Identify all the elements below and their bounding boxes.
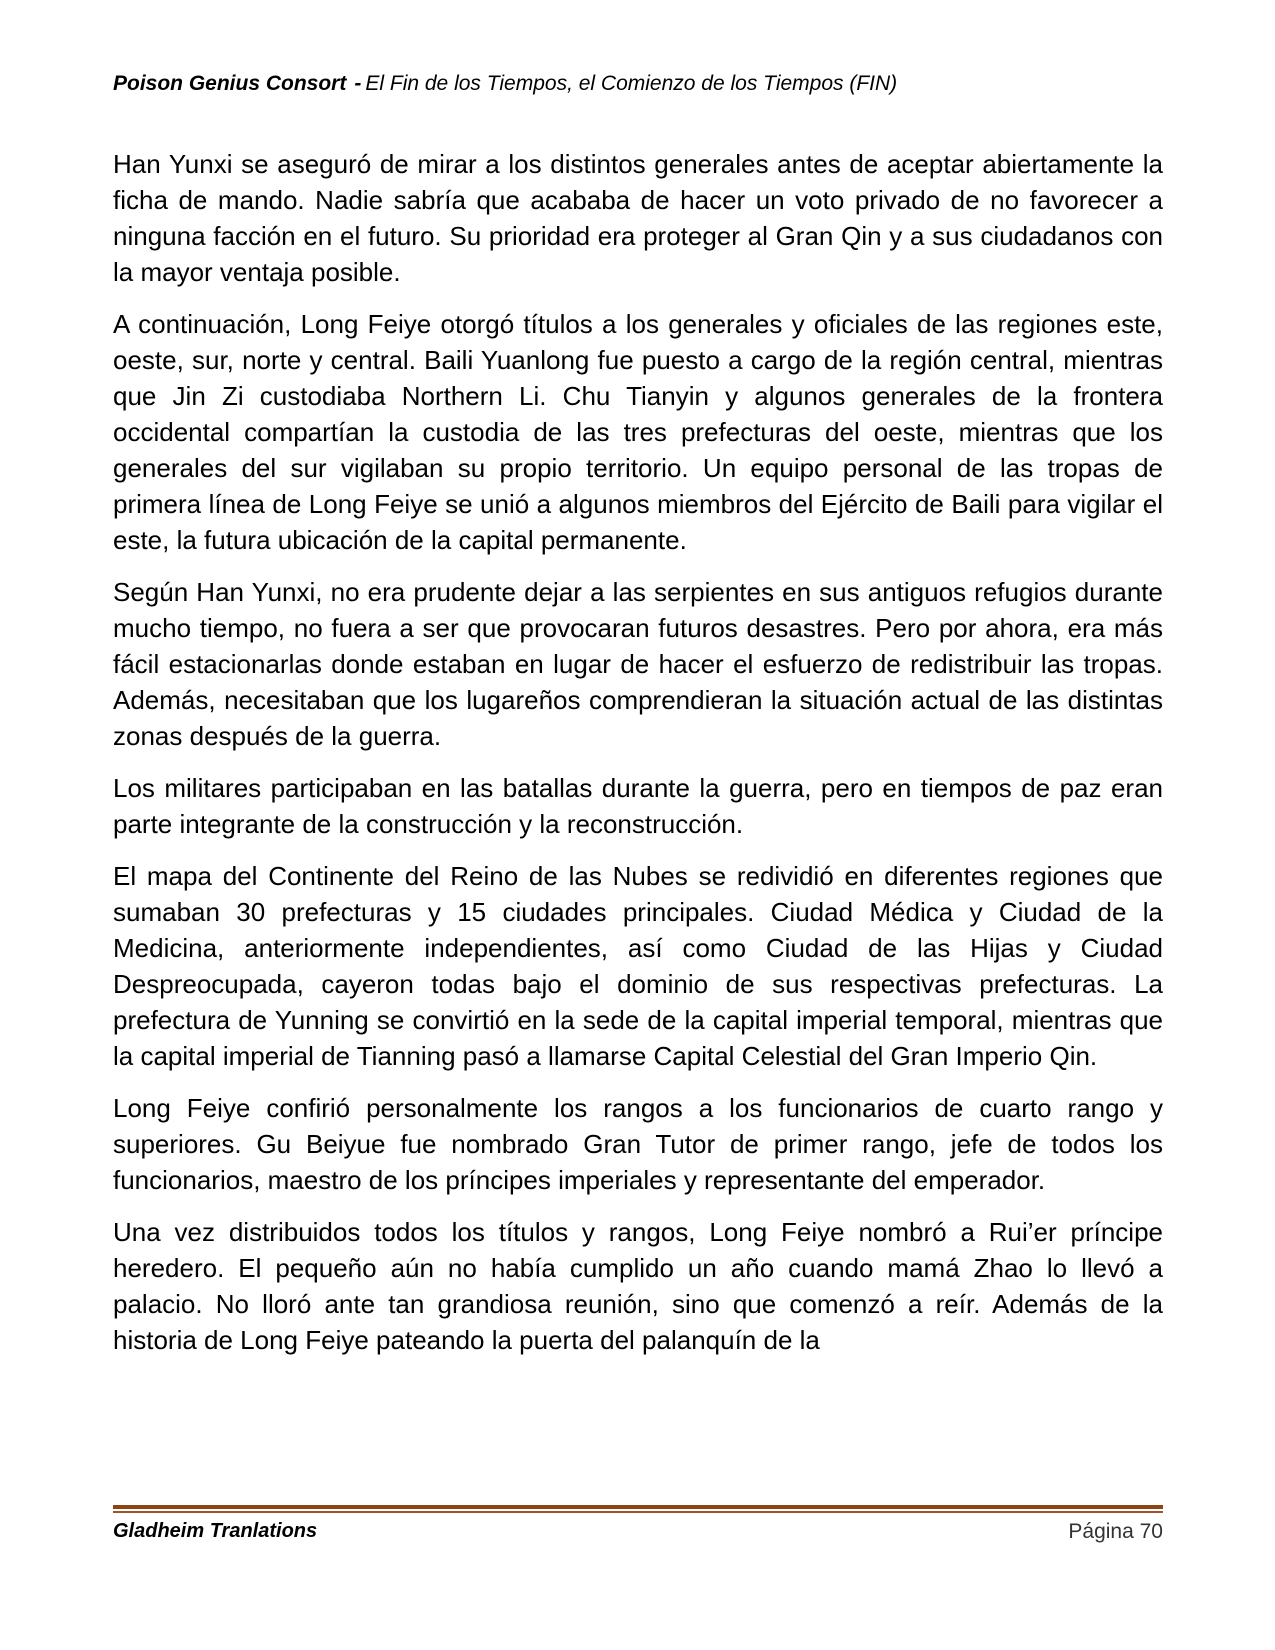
paragraph-2: A continuación, Long Feiye otorgó títulos a los generales y oficiales de las regiones este, oeste, sur, norte y central. Baili Yuanlong fue puesto a cargo de la región central, mientras que Jin Zi custodiaba Northern Li. Chu Tianyin y algunos generales de la frontera occidental compartían la custodia de las tres prefecturas del oeste, mientras que los generales del sur vigilaban su propio territorio. Un equipo personal de las tropas de primera línea de Long Feiye se unió a algunos miembros del Ejército de Baili para vigilar el este, la futura ubicación de la capital permanente. <box>113 309 1163 555</box>
paragraph-5: El mapa del Continente del Reino de las Nubes se redividió en diferentes regiones que sumaban 30 prefecturas y 15 ciudades principales. Ciudad Médica y Ciudad de la Medicina, anteriormente independientes, así como Ciudad de las Hijas y Ciudad Despreocupada, cayeron todas bajo el dominio de sus respectivas prefecturas. La prefectura de Yunning se convirtió en la sede de la capital imperial temporal, mientras que la capital imperial de Tianning pasó a llamarse Capital Celestial del Gran Imperio Qin. <box>113 861 1163 1071</box>
paragraph-1: Han Yunxi se aseguró de mirar a los distintos generales antes de aceptar abiertamente la ficha de mando. Nadie sabría que acababa de hacer un voto privado de no favorecer a ninguna facción en el futuro. Su prioridad era proteger al Gran Qin y a sus ciudadanos con la mayor ventaja posible. <box>113 149 1163 287</box>
footer-rule <box>113 1505 1163 1509</box>
page-number: Página 70 <box>1068 1520 1163 1543</box>
running-header <box>113 72 1163 96</box>
paragraph-4: Los militares participaban en las batallas durante la guerra, pero en tiempos de paz eran parte integrante de la construcción y la reconstrucción. <box>113 773 1163 839</box>
paragraph-7: Una vez distribuidos todos los títulos y rangos, Long Feiye nombró a Rui’er príncipe heredero. El pequeño aún no había cumplido un año cuando mamá Zhao lo llevó a palacio. No lloró ante tan grandiosa reunión, sino que comenzó a reír. Además de la historia de Long Feiye pateando la puerta del palanquín de la <box>113 1217 1163 1355</box>
book-title: Poison Genius Consort <box>113 72 347 95</box>
footer-rule-thin <box>113 1511 1163 1513</box>
paragraph-6: Long Feiye confirió personalmente los rangos a los funcionarios de cuarto rango y superiores. Gu Beiyue fue nombrado Gran Tutor de primer rango, jefe de todos los funcionarios, maestro de los príncipes imperiales y representante del emperador. <box>113 1093 1163 1195</box>
chapter-title: El Fin de los Tiempos, el Comienzo de los Tiempos (FIN) <box>365 72 898 95</box>
header-separator: - <box>354 72 362 95</box>
translation-group: Gladheim Tranlations <box>113 1520 318 1542</box>
paragraph-3: Según Han Yunxi, no era prudente dejar a las serpientes en sus antiguos refugios durante mucho tiempo, no fuera a ser que provocaran futuros desastres. Pero por ahora, era más fácil estacionarlas donde estaban en lugar de hacer el esfuerzo de redistribuir las tropas. Además, necesitaban que los lugareños comprendieran la situación actual de las distintas zonas después de la guerra. <box>113 577 1163 751</box>
body-text <box>113 146 1163 1374</box>
running-footer <box>113 1520 1163 1543</box>
